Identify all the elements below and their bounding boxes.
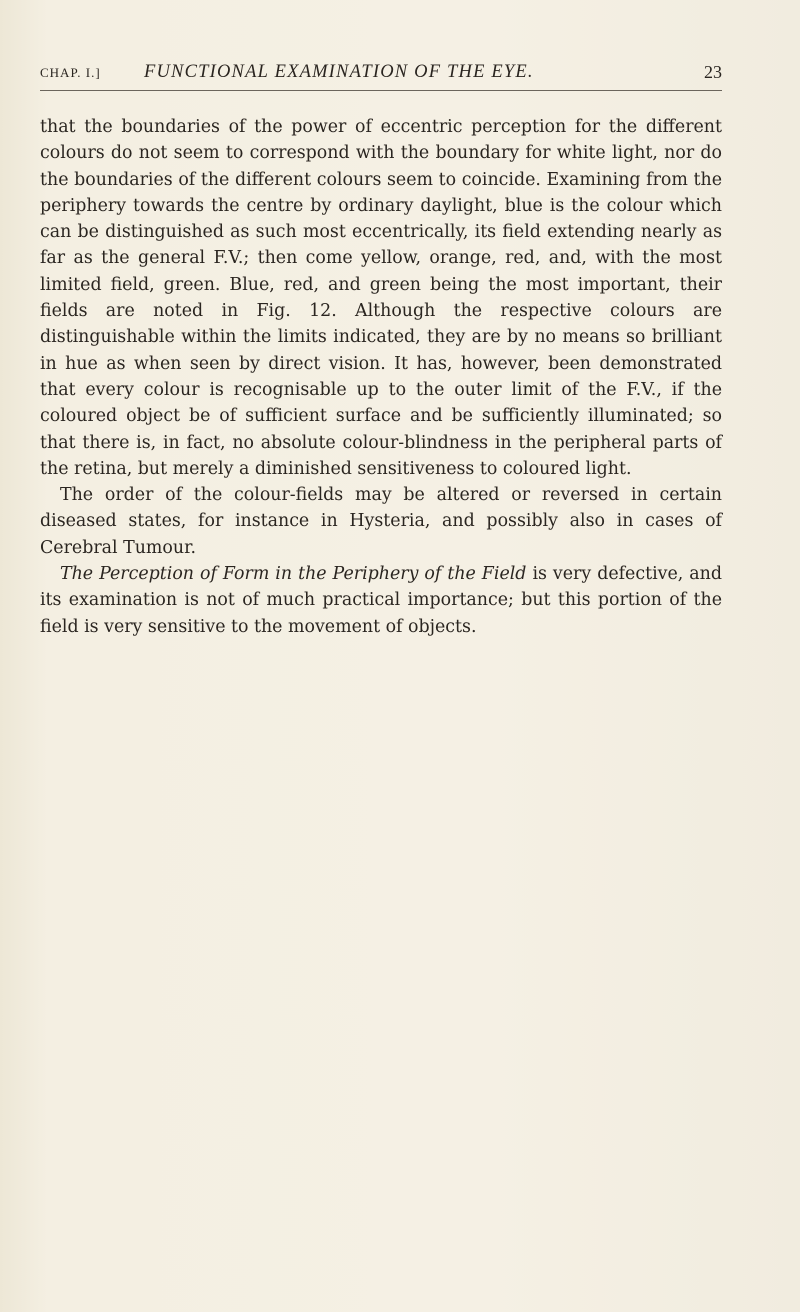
body-text xyxy=(40,114,722,640)
paragraph-3-italic-lead: The Perception of Form in the Periphery of the Field xyxy=(60,564,527,585)
page-number: 23 xyxy=(704,62,722,82)
paragraph-1-text: that the boundaries of the power of eccentric perception for the different colours do not seem to correspond with the boundary for white light, nor do the boundaries of the different colours seem to coincide. Examining from the periphery towards the centre by ordinary daylight, blue is the colour which can be distinguished as such most eccentrically, its field extending nearly as far as the general F.V.; then come yellow, orange, red, and, with the most limited field, green. Blue, red, and green being the most important, their fields are noted in Fig. 12. Although the respective colours are distinguishable within the limits indicated, they are by no means so brilliant in hue as when seen by direct vision. It has, however, been demonstrated that every colour is recognisable up to the outer limit of the F.V., if the coloured object be of sufficient surface and be sufficiently illuminated; so that there is, in fact, no absolute colour-blindness in the peripheral parts of the retina, but merely a diminished sensitiveness to coloured light. xyxy=(40,117,722,479)
paragraph-1 xyxy=(40,114,722,482)
paragraph-2 xyxy=(40,482,722,561)
paragraph-2-text: The order of the colour-fields may be altered or reversed in certain diseased states, for instance in Hysteria, and possibly also in cases of Cerebral Tumour. xyxy=(40,485,722,558)
running-header xyxy=(40,62,722,91)
running-title: FUNCTIONAL EXAMINATION OF THE EYE. xyxy=(144,62,534,82)
paragraph-3-text: is very defective, and its examination is not of much practical importance; but this portion of the field is very sensitive to the movement of objects. xyxy=(40,564,722,637)
chapter-label: CHAP. I.] xyxy=(40,65,101,80)
paragraph-3 xyxy=(40,561,722,640)
